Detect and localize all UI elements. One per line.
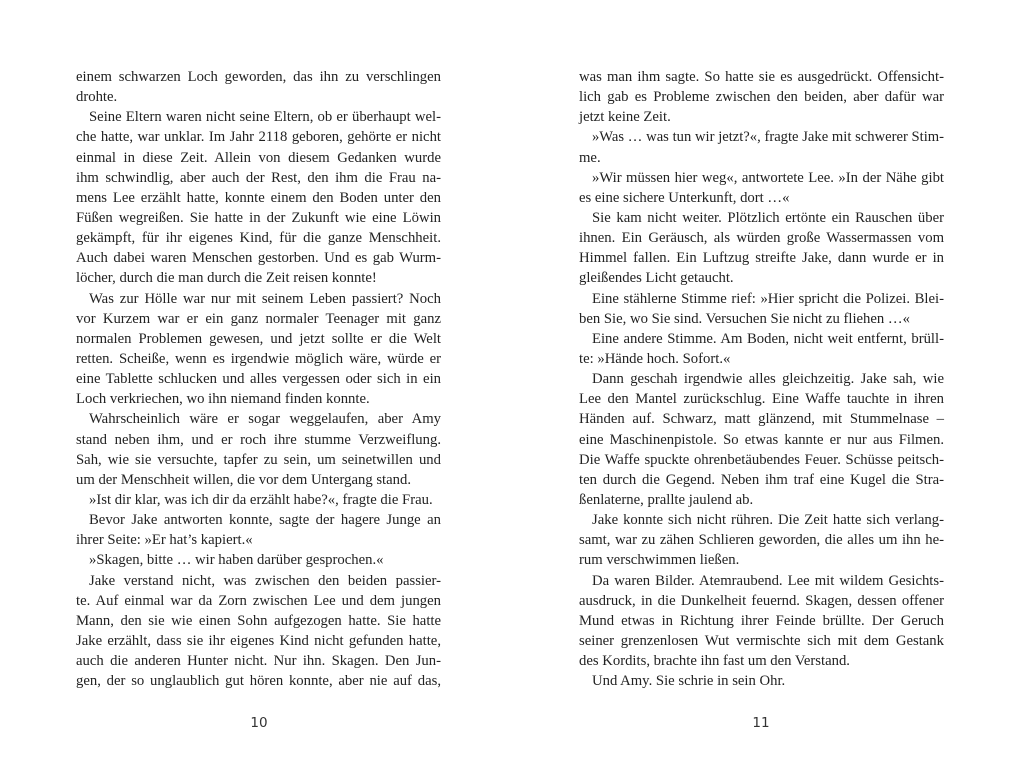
text-line: Wahrscheinlich wäre er sogar weggelaufen, aber Amy [89, 411, 441, 428]
text-line: Sah, wie sie versuchte, tapfer zu sein, um seinetwillen und [76, 451, 441, 468]
text-line: eine Tablette schlucken und alles vergessen oder sich in ein [76, 371, 441, 388]
text-line: Mann, den sie wie einen Sohn aufgezogen hatte. Sie hatte [76, 612, 441, 629]
text-line: Bevor Jake antworten konnte, sagte der hagere Junge an [89, 512, 441, 529]
text-line: te: »Hände hoch. Sofort.« [579, 350, 731, 367]
text-line: ben Sie, wo Sie sind. Versuchen Sie nicht zu fliehen …« [579, 310, 910, 327]
text-line: »Ist dir klar, was ich dir da erzählt habe?«, fragte die Frau. [89, 491, 433, 508]
text-line: Seine Eltern waren nicht seine Eltern, ob er überhaupt wel- [89, 109, 441, 126]
text-line: einem schwarzen Loch geworden, das ihn zu verschlingen [76, 69, 441, 85]
text-line: Händen auf. Schwarz, matt glänzend, mit Stummelnase – [579, 411, 944, 428]
page-number: 10 [250, 715, 268, 731]
text-line: gleißendes Licht getaucht. [579, 270, 734, 287]
text-line: Lee den Mantel zurückschlug. Eine Waffe tauchte in ihren [579, 391, 944, 408]
text-line: gekämpft, für ihr eigenes Kind, für die ganze Menschheit. [76, 230, 441, 247]
text-line: Eine andere Stimme. Am Boden, nicht weit entfernt, brüll- [592, 330, 944, 347]
text-line: um der Menschheit willen, die vor dem Untergang stand. [76, 471, 412, 488]
text-line: vor Kurzem war er ein ganz normaler Teenager mit ganz [76, 310, 441, 327]
text-line: gen, der so unglaublich gut hören konnte, aber nie auf das, [76, 673, 441, 690]
right-page-text [579, 67, 944, 691]
text-line: »Skagen, bitte … wir haben darüber gesprochen.« [89, 552, 384, 569]
text-line: me. [579, 149, 601, 166]
text-line: Jake erzählt, dass sie ihr eigenes Kind nicht gefunden hatte, [76, 632, 441, 649]
text-line: ten durch die Gegend. Neben ihm traf eine Kugel die Stra- [579, 471, 944, 488]
text-line: ihnen. Ein Geräusch, als würden große Wassermassen vom [579, 230, 944, 247]
text-line: samt, war zu zähen Schlieren geworden, die alles um ihn he- [579, 532, 944, 549]
text-line: des Kordits, brachte ihn fast um den Verstand. [579, 653, 850, 670]
text-line: einmal in diese Zeit. Allein von diesem Gedanken wurde [76, 149, 441, 166]
text-line: stand neben ihm, und er roch ihre stumme Verzweiflung. [76, 431, 441, 448]
page-number: 11 [752, 715, 770, 731]
text-line: drohte. [76, 89, 118, 106]
text-line: auch die anderen Hunter nicht. Nur ihn. Skagen. Den Jun- [76, 653, 441, 670]
text-line: »Was … was tun wir jetzt?«, fragte Jake mit schwerer Stim- [592, 129, 944, 146]
text-line: Und Amy. Sie schrie in sein Ohr. [592, 673, 786, 690]
left-page-text [76, 67, 441, 691]
text-line: mens Lee erzählt hatte, konnte einem den Boden unter den [76, 189, 441, 206]
text-line: Loch verkriechen, wo ihn niemand finden konnte. [76, 391, 370, 408]
text-line: »Wir müssen hier weg«, antwortete Lee. »In der Nähe gibt [592, 169, 944, 186]
text-line: es eine sichere Unterkunft, dort …« [579, 189, 790, 206]
text-line: eine Maschinenpistole. So etwas kannte er nur aus Filmen. [579, 431, 944, 448]
text-line: seiner grenzenlosen Wut vermischte sich mit dem Gestank [579, 632, 944, 649]
text-line: retten. Scheiße, wenn es irgendwie möglich wäre, würde er [76, 350, 441, 367]
text-line: Eine stählerne Stimme rief: »Hier spricht die Polizei. Blei- [592, 290, 944, 307]
text-line: was man ihm sagte. So hatte sie es ausgedrückt. Offensicht- [579, 69, 944, 85]
text-line: Auch dabei waren Menschen gestorben. Und es gab Wurm- [76, 250, 441, 267]
text-line: löcher, durch die man durch die Zeit reisen konnte! [76, 270, 377, 287]
text-line: Sie kam nicht weiter. Plötzlich ertönte ein Rauschen über [592, 209, 944, 226]
text-line: normalen Problemen gewesen, und jetzt sollte er die Welt [76, 330, 441, 347]
text-line: Mund etwas in Richtung ihrer Feinde brüllte. Der Geruch [579, 612, 944, 629]
text-line: jetzt keine Zeit. [579, 109, 671, 126]
text-line: Jake verstand nicht, was zwischen den beiden passier- [89, 572, 441, 589]
text-line: Da waren Bilder. Atemraubend. Lee mit wildem Gesichts- [592, 572, 944, 589]
right-page [510, 0, 1020, 775]
text-line: ausdruck, in die Dunkelheit feuernd. Skagen, dessen offener [579, 592, 944, 609]
text-line: Himmel fallen. Ein Luftzug streifte Jake, dann wurde er in [579, 250, 944, 267]
text-line: te. Auf einmal war da Zorn zwischen Lee und dem jungen [76, 592, 441, 609]
text-line: Füßen wegreißen. Sie hatte in der Zukunft wie eine Löwin [76, 209, 441, 226]
text-line: ihm schwindlig, aber auch der Rest, den ihm die Frau na- [76, 169, 441, 186]
text-line: Die Waffe spuckte ohrenbetäubendes Feuer. Schüsse peitsch- [579, 451, 944, 468]
text-line: lich gab es Probleme zwischen den beiden, aber dafür war [579, 89, 944, 106]
text-line: ihrer Seite: »Er hat’s kapiert.« [76, 532, 253, 549]
text-line: Dann geschah irgendwie alles gleichzeitig. Jake sah, wie [592, 371, 944, 388]
text-line: Jake konnte sich nicht rühren. Die Zeit hatte sich verlang- [592, 512, 944, 529]
text-line: rum verschwimmen ließen. [579, 552, 740, 569]
text-line: ßenlaterne, prallte jaulend ab. [579, 491, 754, 508]
text-line: che hatte, war unklar. Im Jahr 2118 geboren, gehörte er nicht [76, 129, 441, 146]
text-line: Was zur Hölle war nur mit seinem Leben passiert? Noch [89, 290, 441, 307]
